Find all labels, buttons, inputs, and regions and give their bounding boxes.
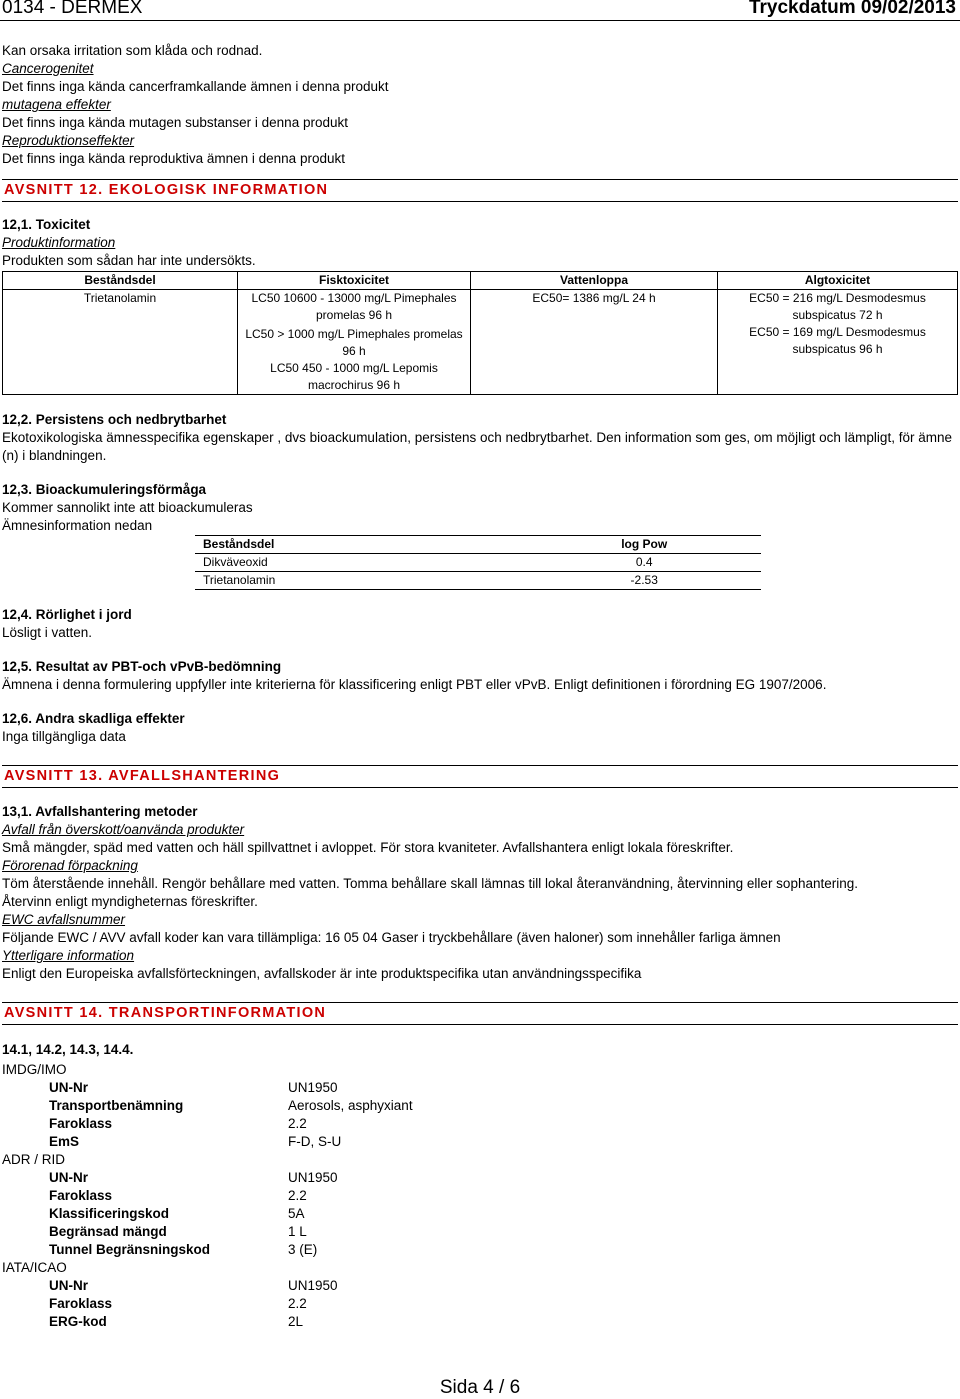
cell-algae bbox=[718, 290, 958, 395]
col-header-component: Beståndsdel bbox=[3, 272, 238, 290]
transport-key: Transportbenämning bbox=[49, 1098, 184, 1113]
header-divider bbox=[0, 20, 960, 21]
waste-text: Små mängder, späd med vatten och häll spillvattnet i avloppet. För stora kvaniteter. Avfallshantera enligt lokala föreskrifter. bbox=[2, 840, 734, 855]
other-effects-heading: 12,6. Andra skadliga effekter bbox=[2, 711, 185, 726]
table-header-row bbox=[195, 536, 761, 554]
transport-value: Aerosols, asphyxiant bbox=[288, 1098, 413, 1113]
col-header-fish: Fisktoxicitet bbox=[238, 272, 471, 290]
table-row bbox=[195, 554, 761, 572]
transport-key: Faroklass bbox=[49, 1116, 113, 1131]
transport-key: Begränsad mängd bbox=[49, 1224, 167, 1239]
packaging-text-2: Återvinn enligt myndigheternas föreskrifter. bbox=[2, 894, 258, 909]
carcinogenicity-text: Det finns inga kända cancerframkallande ämnen i denna produkt bbox=[2, 79, 389, 94]
transport-row bbox=[2, 1169, 958, 1187]
product-info-label: Produktinformation bbox=[2, 235, 116, 250]
cell-log-pow: 0.4 bbox=[527, 554, 761, 572]
other-effects-text: Inga tillgängliga data bbox=[2, 729, 126, 744]
transport-key: ERG-kod bbox=[49, 1314, 107, 1329]
transport-row bbox=[2, 1079, 958, 1097]
transport-value: UN1950 bbox=[288, 1080, 338, 1095]
transport-row bbox=[2, 1277, 958, 1295]
page-header bbox=[0, 0, 960, 22]
document-body bbox=[2, 42, 958, 1331]
transport-key: UN-Nr bbox=[49, 1278, 88, 1293]
transport-value: 1 L bbox=[288, 1224, 307, 1239]
cell-component: Trietanolamin bbox=[3, 290, 238, 395]
reproduction-label: Reproduktionseffekter bbox=[2, 133, 135, 148]
table-row bbox=[3, 290, 958, 395]
algae-value: EC50 = 216 mg/L Desmodesmus subspicatus 72 h bbox=[749, 291, 926, 322]
transport-key: EmS bbox=[49, 1134, 80, 1149]
additional-info-text: Enligt den Europeiska avfallsförteckningen, avfallskoder är inte produktspecifika utan användningsspecifika bbox=[2, 966, 642, 981]
cell-component: Trietanolamin bbox=[195, 572, 527, 590]
mobility-text: Lösligt i vatten. bbox=[2, 625, 93, 640]
col-header-daphnia: Vattenloppa bbox=[471, 272, 718, 290]
additional-info-label: Ytterligare information bbox=[2, 948, 135, 963]
transport-group-adr: ADR / RID bbox=[2, 1152, 66, 1167]
irritation-text: Kan orsaka irritation som klåda och rodnad. bbox=[2, 43, 263, 58]
persistence-text: Ekotoxikologiska ämnesspecifika egenskaper , dvs bioackumulation, persistens och nedbrytbarhet. Den information som ges, om möjligt och lämpligt, för ämne (n) i blandningen. bbox=[2, 430, 952, 463]
bioaccumulation-text: Kommer sannolikt inte att bioackumuleras bbox=[2, 500, 253, 515]
transport-value: 5A bbox=[288, 1206, 305, 1221]
bioaccumulation-heading: 12,3. Bioackumuleringsförmåga bbox=[2, 482, 207, 497]
transport-key: UN-Nr bbox=[49, 1170, 88, 1185]
toxicity-heading: 12,1. Toxicitet bbox=[2, 217, 91, 232]
transport-key: UN-Nr bbox=[49, 1080, 88, 1095]
cell-fish bbox=[238, 290, 471, 395]
mutagenicity-text: Det finns inga kända mutagen substanser i denna produkt bbox=[2, 115, 348, 130]
waste-label: Avfall från överskott/oanvända produkter bbox=[2, 822, 245, 837]
transport-row bbox=[2, 1223, 958, 1241]
transport-subheading: 14.1, 14.2, 14.3, 14.4. bbox=[2, 1042, 134, 1057]
section-13-heading: AVSNITT 13. AVFALLSHANTERING bbox=[2, 765, 958, 788]
transport-key: Klassificeringskod bbox=[49, 1206, 170, 1221]
transport-row bbox=[2, 1097, 958, 1115]
transport-group-imdg: IMDG/IMO bbox=[2, 1062, 67, 1077]
pbt-text: Ämnena i denna formulering uppfyller inte kriterierna för klassificering enligt PBT eller vPvB. Enligt definitionen i förordning EG 1907/2006. bbox=[2, 677, 827, 692]
table-header-row bbox=[3, 272, 958, 290]
reproduction-text: Det finns inga kända reproduktiva ämnen i denna produkt bbox=[2, 151, 345, 166]
transport-info bbox=[2, 1061, 958, 1331]
mobility-heading: 12,4. Rörlighet i jord bbox=[2, 607, 132, 622]
transport-row bbox=[2, 1295, 958, 1313]
transport-key: Tunnel Begränsningskod bbox=[49, 1242, 211, 1257]
packaging-label: Förorenad förpackning bbox=[2, 858, 138, 873]
toxicity-table bbox=[2, 271, 958, 395]
fish-value: LC50 > 1000 mg/L Pimephales promelas 96 h bbox=[245, 327, 463, 358]
page-number: Sida 4 / 6 bbox=[439, 1377, 521, 1398]
mutagenicity-label: mutagena effekter bbox=[2, 97, 111, 112]
cell-component: Dikväveoxid bbox=[195, 554, 527, 572]
substance-info-text: Ämnesinformation nedan bbox=[2, 518, 153, 533]
fish-value: LC50 450 - 1000 mg/L Lepomis macrochirus 96 h bbox=[270, 361, 438, 392]
section-12-heading: AVSNITT 12. EKOLOGISK INFORMATION bbox=[2, 179, 958, 202]
transport-value: 2.2 bbox=[288, 1188, 307, 1203]
packaging-text: Töm återstående innehåll. Rengör behållare med vatten. Tomma behållare skall lämnas till lokal återanvändning, återvinning eller sophantering. bbox=[2, 876, 858, 891]
cell-daphnia: EC50= 1386 mg/L 24 h bbox=[471, 290, 718, 395]
col-header-log-pow: log Pow bbox=[527, 536, 761, 554]
section-14-heading: AVSNITT 14. TRANSPORTINFORMATION bbox=[2, 1002, 958, 1025]
log-pow-table bbox=[195, 535, 761, 590]
print-date: Tryckdatum 09/02/2013 bbox=[748, 0, 956, 18]
transport-value: 3 (E) bbox=[288, 1242, 318, 1257]
pbt-heading: 12,5. Resultat av PBT-och vPvB-bedömning bbox=[2, 659, 282, 674]
transport-value: UN1950 bbox=[288, 1278, 338, 1293]
persistence-heading: 12,2. Persistens och nedbrytbarhet bbox=[2, 412, 227, 427]
transport-row bbox=[2, 1187, 958, 1205]
document-title: 0134 - DERMEX bbox=[2, 0, 143, 18]
transport-value: 2.2 bbox=[288, 1296, 307, 1311]
ewc-text: Följande EWC / AVV avfall koder kan vara tillämpliga: 16 05 04 Gaser i tryckbehållare (även haloner) som innehåller farliga ämnen bbox=[2, 930, 781, 945]
transport-value: 2L bbox=[288, 1314, 304, 1329]
transport-row bbox=[2, 1133, 958, 1151]
transport-value: F-D, S-U bbox=[288, 1134, 342, 1149]
transport-row bbox=[2, 1241, 958, 1259]
waste-methods-heading: 13,1. Avfallshantering metoder bbox=[2, 804, 198, 819]
fish-value: LC50 10600 - 13000 mg/L Pimephales promelas 96 h bbox=[251, 291, 457, 322]
table-row bbox=[195, 572, 761, 590]
transport-group-iata: IATA/ICAO bbox=[2, 1260, 67, 1275]
col-header-component: Beståndsdel bbox=[195, 536, 527, 554]
transport-row bbox=[2, 1205, 958, 1223]
product-info-text: Produkten som sådan har inte undersökts. bbox=[2, 253, 256, 268]
transport-row bbox=[2, 1115, 958, 1133]
transport-value: 2.2 bbox=[288, 1116, 307, 1131]
transport-key: Faroklass bbox=[49, 1188, 113, 1203]
transport-row bbox=[2, 1313, 958, 1331]
transport-value: UN1950 bbox=[288, 1170, 338, 1185]
col-header-algae: Algtoxicitet bbox=[718, 272, 958, 290]
transport-key: Faroklass bbox=[49, 1296, 113, 1311]
algae-value: EC50 = 169 mg/L Desmodesmus subspicatus 96 h bbox=[749, 325, 926, 356]
ewc-label: EWC avfallsnummer bbox=[2, 912, 126, 927]
cell-log-pow: -2.53 bbox=[527, 572, 761, 590]
carcinogenicity-label: Cancerogenitet bbox=[2, 61, 94, 76]
